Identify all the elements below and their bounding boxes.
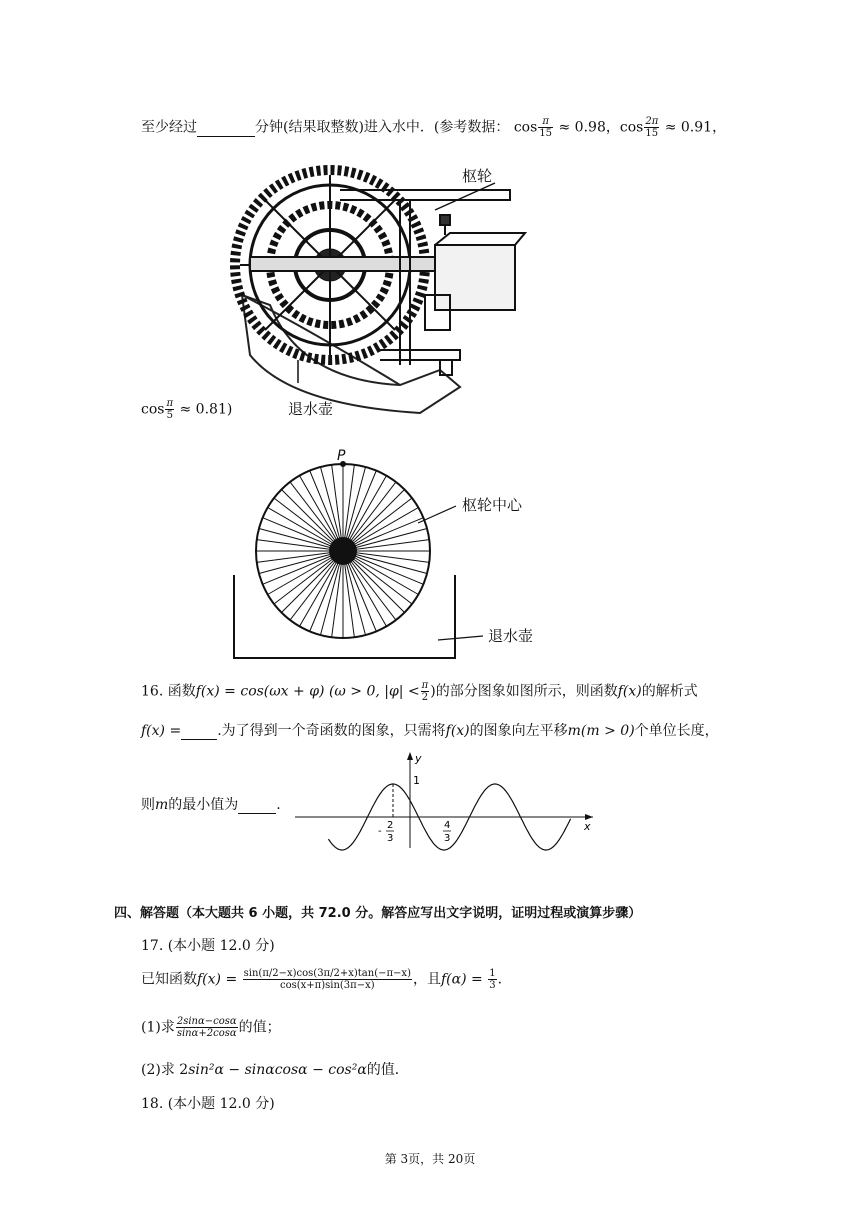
leader-line-top [435, 183, 495, 210]
q16-line1 [141, 680, 698, 703]
q16-m: m [155, 797, 169, 813]
q16-answer-blank-2[interactable] [238, 797, 276, 814]
q16-text-g: 则 [141, 797, 155, 813]
frac-pi-2: $\frac{\pi}{2}$ [421, 680, 429, 703]
cos-label: cos [513, 119, 538, 136]
leader-line-center [418, 506, 456, 523]
q17-main-fraction: $\frac{\sin(\pi/2-x)\cos(3\pi/2+x)\tan(-\pi-x)}{\cos(x+\pi)\sin(3\pi-x)}$ [243, 968, 411, 991]
q17-f-alpha: f(α) = [440, 971, 483, 988]
q15-text-b: 分钟(结果取整数)进入水中．(参考数据： [255, 119, 510, 136]
leader-line-pot [438, 636, 483, 640]
label-tuishuihu-2: 退水壶 [488, 627, 534, 645]
q18-title: 18. (本小题 12.0 分) [141, 1096, 275, 1112]
q17-p1-text: 的值； [238, 1019, 281, 1036]
q17-f-eq: f(x) = [197, 971, 238, 988]
q16-text-c: 的解析式 [641, 683, 698, 700]
label-tuishuihu-1: 退水壶 [288, 400, 334, 418]
q15-answer-blank[interactable] [197, 120, 255, 137]
q17-given [141, 968, 502, 991]
q16-line3 [141, 794, 281, 814]
q17-part2 [141, 1059, 409, 1079]
wheel-hub [329, 537, 357, 565]
q16-text-a: 16. 函数 [141, 683, 196, 700]
q16-text-f: 个单位长度， [634, 723, 719, 739]
q16-text-d: .为了得到一个奇函数的图象，只需将 [217, 723, 446, 739]
q15-line1 [141, 116, 726, 139]
q16-line2 [141, 720, 719, 740]
y-axis-arrow [407, 752, 413, 760]
q16-m-cond: m(m > 0) [567, 723, 635, 739]
q17-p1-label: (1)求 [141, 1019, 175, 1036]
q16-text-e: 的图象向左平移 [469, 723, 568, 739]
approx-value-1: ≈ 0.98， [558, 119, 620, 136]
q16-condition-close: ) [430, 683, 436, 700]
q17-period: . [497, 971, 503, 988]
y-axis-label: y [415, 752, 422, 765]
approx-value-2: ≈ 0.91， [664, 119, 727, 136]
tick-neg-den: 3 [387, 833, 394, 844]
q17-title: 17. (本小题 12.0 分) [141, 938, 275, 954]
q17-text-b: ，且 [412, 971, 441, 988]
q15-text-a: 至少经过 [141, 119, 197, 136]
frac-pi-15: $\frac{\pi}{15}$ [539, 116, 553, 139]
q17-text-a: 已知函数 [141, 971, 197, 988]
q16-text-b: 的部分图象如图所示，则函数 [435, 683, 618, 700]
q16-text-h: 的最小值为 [168, 797, 239, 813]
frac-pi-5: $\frac{\pi}{5}$ [166, 398, 174, 421]
label-point-p: P [337, 448, 346, 464]
label-shulun: 枢轮 [462, 167, 493, 185]
q16-answer-blank-1[interactable] [181, 723, 217, 740]
label-wheel-center: 枢轮中心 [462, 496, 523, 514]
cos-label: cos [141, 401, 165, 418]
q17-p2-label: (2)求 2 [141, 1062, 189, 1078]
cos-label: cos [619, 119, 644, 136]
q17-value-fraction: $\frac{1}{3}$ [489, 968, 496, 991]
q16-function: f(x) = cos(ωx + φ) [195, 683, 325, 700]
q16-period: . [276, 797, 281, 813]
approx-value-3: ≈ 0.81) [179, 401, 233, 418]
page-footer: 第 3页，共 20页 [384, 1152, 476, 1166]
q16-condition: (ω > 0, |φ| < [328, 683, 420, 700]
q16-fx-eq: f(x) = [141, 723, 182, 739]
q16-fx-2: f(x) [445, 723, 470, 739]
q17-part1 [141, 1016, 281, 1039]
cosine-graph [295, 748, 605, 858]
water-wheel-illustration [230, 155, 540, 420]
tick-neg-sign: - [378, 826, 382, 837]
q16-fx: f(x) [617, 683, 642, 700]
q15-line2 [141, 398, 232, 421]
tick-pos-num: 4 [444, 820, 451, 831]
tick-pos-den: 3 [444, 833, 451, 844]
frac-2pi-15: $\frac{2\pi}{15}$ [645, 116, 659, 139]
section4-heading: 四、解答题（本大题共 6 小题，共 72.0 分。解答应写出文字说明，证明过程或演算步骤） [114, 906, 642, 921]
x-axis-label: x [584, 820, 591, 833]
q17-p1-fraction: $\frac{2\sin\alpha-\cos\alpha}{\sin\alpha+2\cos\alpha}$ [176, 1016, 237, 1039]
q17-p2-text: 的值． [366, 1062, 409, 1078]
tick-neg-num: 2 [387, 820, 394, 831]
y-tick-one: 1 [413, 774, 420, 787]
q17-p2-expr: sin²α − sinαcosα − cos²α [188, 1062, 367, 1078]
